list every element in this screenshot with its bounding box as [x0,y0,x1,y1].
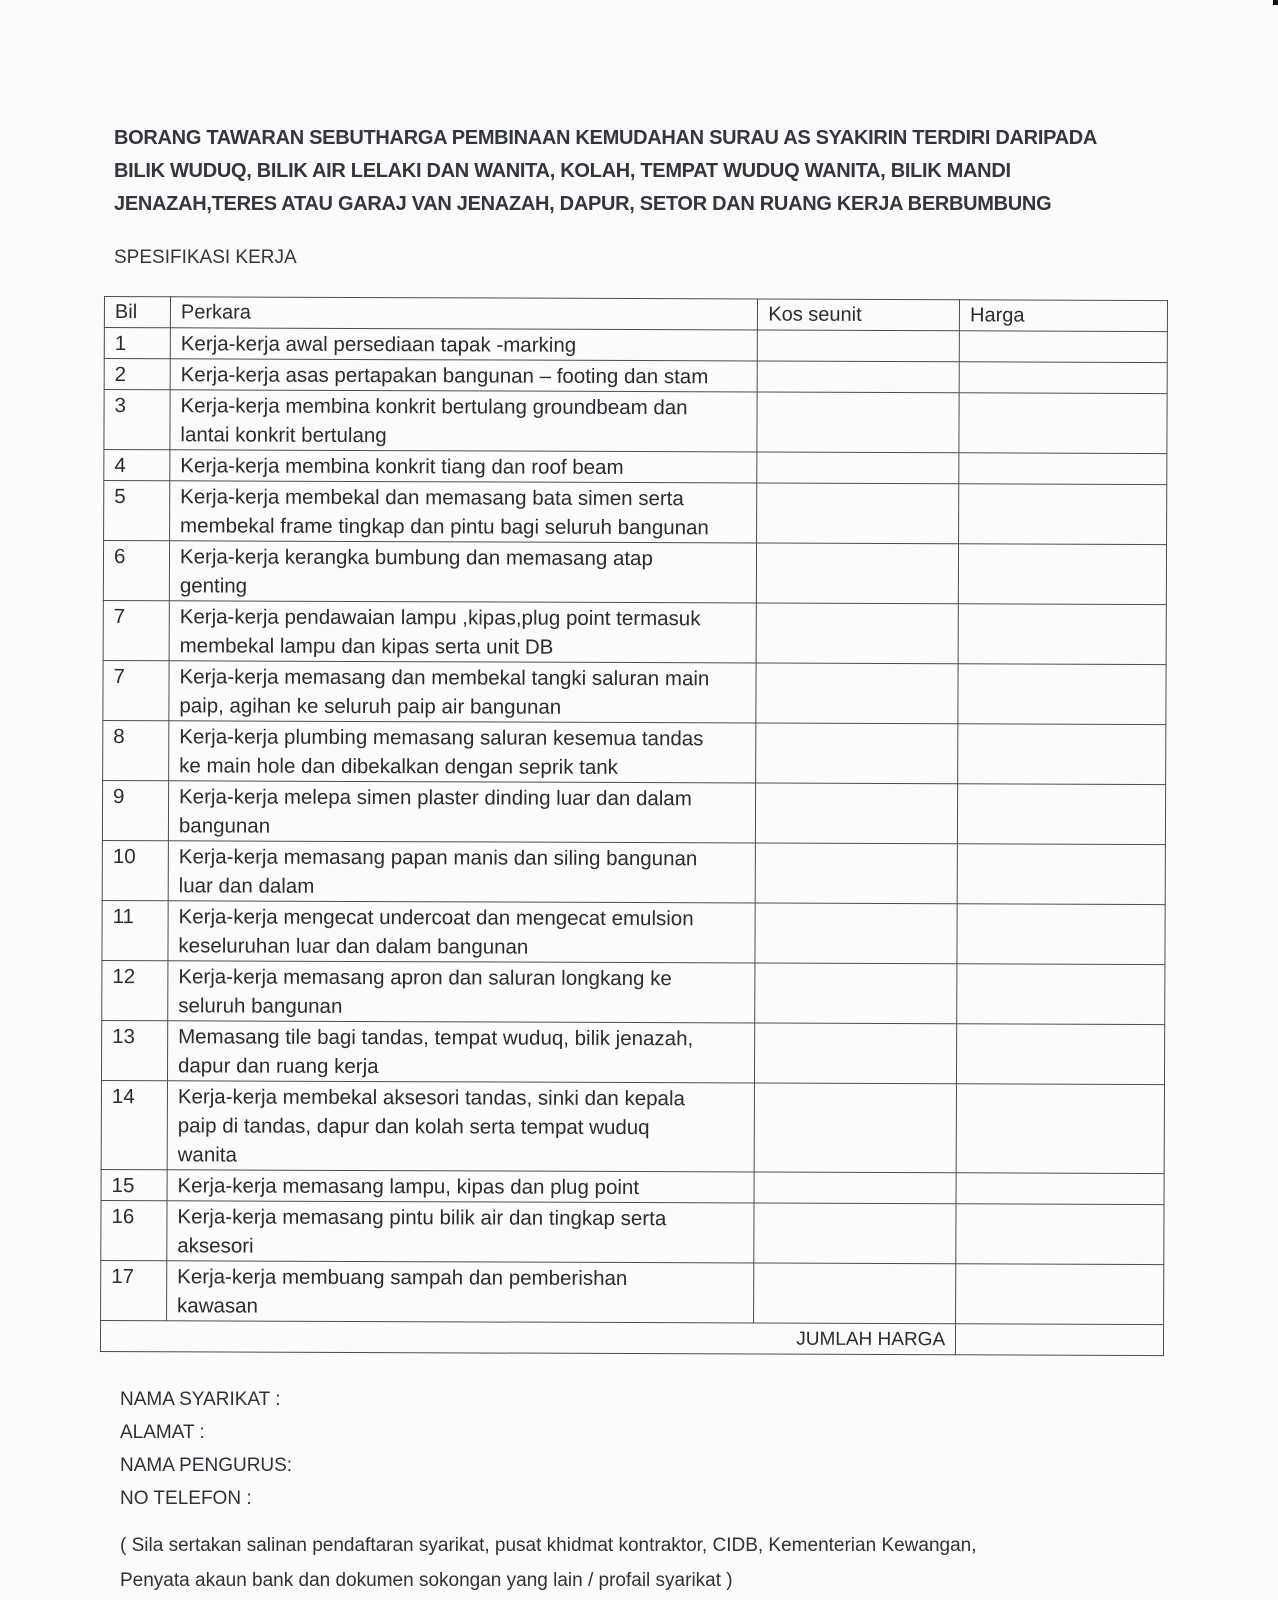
row-bil: 16 [101,1200,167,1260]
perkara-line: luar dan dalam [178,874,315,898]
row-kos-seunit [757,543,959,604]
perkara-line: Kerja-kerja memasang lampu, kipas dan plug point [177,1174,640,1200]
row-harga [956,1084,1164,1174]
perkara-line: Kerja-kerja memasang apron dan saluran longkang ke [178,965,672,991]
perkara-line: bangunan [178,814,271,838]
row-bil: 1 [104,328,170,359]
table-row [104,390,1167,454]
perkara-line: wanita [177,1143,237,1167]
table-row [101,1020,1164,1084]
perkara-line: Memasang tile bagi tandas, tempat wuduq, bilik jenazah, [178,1025,694,1051]
table-row [102,780,1165,844]
row-kos-seunit [754,1263,956,1324]
row-kos-seunit [756,663,958,724]
perkara-line: kawasan [177,1294,259,1318]
perkara-line: paip di tandas, dapur dan kolah serta tempat wuduq [177,1114,650,1140]
row-perkara [170,481,758,543]
phone-label: NO TELEFON : [120,1488,252,1509]
row-harga [958,784,1166,845]
perkara-line: Kerja-kerja pendawaian lampu ,kipas,plug point termasuk [179,605,701,631]
row-bil: 8 [103,720,169,780]
table-row [104,481,1167,545]
table-row [101,1200,1164,1264]
row-perkara [168,841,756,903]
row-harga [959,393,1167,454]
perkara-line: ke main hole dan dibekalkan dengan seprik tank [179,754,618,779]
perkara-line: paip, agihan ke seluruh paip air bangunan [179,694,562,719]
row-bil: 13 [101,1020,167,1080]
address-label: ALAMAT : [120,1422,205,1443]
section-label: SPESIFIKASI KERJA [114,247,297,268]
header-perkara: Perkara [170,297,757,330]
row-bil: 4 [104,450,170,481]
row-harga [959,484,1167,545]
row-kos-seunit [758,330,960,362]
row-kos-seunit [755,963,957,1024]
perkara-line: lantai konkrit bertulang [180,423,387,448]
row-perkara [170,450,757,483]
row-perkara [167,1170,754,1203]
perkara-line: membekal lampu dan kipas serta unit DB [179,634,554,659]
row-kos-seunit [756,783,958,844]
header-harga: Harga [960,300,1168,332]
company-details [120,1383,292,1515]
total-row [100,1320,1163,1355]
perkara-line: genting [179,574,248,598]
attachment-note [120,1528,1220,1598]
perkara-line: Kerja-kerja membekal dan memasang bata simen serta [180,485,684,511]
row-harga [956,1173,1164,1205]
perkara-line: aksesori [177,1234,254,1258]
perkara-line: Kerja-kerja memasang pintu bilik air dan tingkap serta [177,1205,667,1231]
row-bil: 11 [102,900,168,960]
perkara-line: dapur dan ruang kerja [177,1054,379,1079]
row-kos-seunit [757,452,959,484]
row-harga [956,1204,1164,1265]
perkara-line: Kerja-kerja memasang dan membekal tangki saluran main [179,665,710,691]
table-row [103,720,1166,784]
row-harga [959,362,1167,394]
row-bil: 10 [102,840,168,900]
row-perkara [167,1021,755,1083]
table-row [104,328,1167,363]
row-kos-seunit [755,1023,957,1084]
row-kos-seunit [756,723,958,784]
row-harga [957,964,1165,1025]
perkara-line: Kerja-kerja membina konkrit bertulang groundbeam dan [180,394,688,420]
row-kos-seunit [757,361,959,393]
company-name-label: NAMA SYARIKAT : [120,1389,281,1410]
table-header-row [104,297,1167,332]
row-bil: 17 [101,1260,167,1320]
perkara-line: membekal frame tingkap dan pintu bagi seluruh bangunan [180,514,709,540]
perkara-line: Kerja-kerja plumbing memasang saluran kesemua tandas [179,725,704,751]
perkara-line: Kerja-kerja melepa simen plaster dinding luar dan dalam [178,785,692,811]
row-perkara [170,328,757,361]
row-harga [958,604,1166,665]
row-harga [958,664,1166,725]
document-title [114,122,1124,221]
row-perkara [170,359,757,392]
row-perkara [169,721,757,783]
row-bil: 12 [102,960,168,1020]
perkara-line: Kerja-kerja awal persediaan tapak -marking [180,332,577,357]
row-perkara [168,961,756,1023]
perkara-line: seluruh bangunan [178,994,343,1018]
row-bil: 7 [103,660,169,720]
table-row [101,1080,1164,1173]
row-bil: 14 [101,1080,167,1169]
table-row [103,541,1166,605]
row-kos-seunit [754,1172,956,1204]
row-bil: 2 [104,359,170,390]
row-kos-seunit [754,1203,956,1264]
row-harga [957,844,1165,905]
table-row [104,359,1167,394]
table-row [102,960,1165,1024]
note-line: ( Sila sertakan salinan pendaftaran syarikat, pusat khidmat kontraktor, CIDB, Kementerian Kewangan, [120,1535,977,1556]
table-row [101,1260,1164,1324]
note-line: Penyata akaun bank dan dokumen sokongan yang lain / profail syarikat ) [120,1570,733,1591]
row-bil: 5 [104,481,170,541]
header-bil: Bil [104,297,170,328]
header-kos-seunit: Kos seunit [758,299,960,331]
row-harga [957,904,1165,965]
perkara-line: Kerja-kerja membina konkrit tiang dan roof beam [180,454,624,479]
perkara-line: Kerja-kerja asas pertapakan bangunan – footing dan stam [180,363,709,389]
row-kos-seunit [755,903,957,964]
row-perkara [169,601,757,663]
row-kos-seunit [757,483,959,544]
row-bil: 15 [101,1169,167,1200]
row-harga [958,544,1166,605]
table-row [101,1169,1164,1204]
perkara-line: Kerja-kerja memasang papan manis dan siling bangunan [178,845,698,871]
perkara-line: Kerja-kerja membuang sampah dan pemberishan [177,1265,628,1291]
perkara-line: Kerja-kerja mengecat undercoat dan mengecat emulsion [178,905,694,931]
row-harga [957,1024,1165,1085]
row-kos-seunit [756,843,958,904]
row-kos-seunit [756,603,958,664]
table-row [102,840,1165,904]
row-harga [956,1264,1164,1325]
table-row [103,660,1166,724]
row-harga [959,453,1167,485]
table-row [104,450,1167,485]
row-perkara [167,1261,755,1323]
manager-name-label: NAMA PENGURUS: [120,1455,293,1476]
row-kos-seunit [754,1083,956,1173]
total-value-cell [956,1324,1164,1356]
perkara-line: Kerja-kerja kerangka bumbung dan memasang atap [179,545,653,571]
row-bil: 9 [102,780,168,840]
total-label: JUMLAH HARGA [100,1320,955,1354]
row-bil: 7 [103,600,169,660]
row-kos-seunit [757,392,959,453]
row-harga [959,331,1167,363]
table-row [103,600,1166,664]
work-specification-table [100,296,1168,1356]
row-perkara [168,781,756,843]
title-line: JENAZAH,TERES ATAU GARAJ VAN JENAZAH, DAPUR, SETOR DAN RUANG KERJA BERBUMBUNG [114,193,1052,215]
title-line: BILIK WUDUQ, BILIK AIR LELAKI DAN WANITA, KOLAH, TEMPAT WUDUQ WANITA, BILIK MANDI [114,160,1011,182]
perkara-line: Kerja-kerja membekal aksesori tandas, sinki dan kepala [177,1085,685,1111]
perkara-line: keseluruhan luar dan dalam bangunan [178,934,529,959]
row-perkara [170,390,758,452]
row-perkara [167,1201,755,1263]
row-perkara [169,661,757,723]
title-line: BORANG TAWARAN SEBUTHARGA PEMBINAAN KEMUDAHAN SURAU AS SYAKIRIN TERDIRI DARIPADA [114,127,1098,149]
row-perkara [169,541,757,603]
row-perkara [167,1081,755,1172]
row-bil: 3 [104,390,170,450]
row-perkara [168,901,756,963]
scan-corner-mark [1273,0,1278,5]
row-harga [958,724,1166,785]
table-row [102,900,1165,964]
row-bil: 6 [103,541,169,601]
